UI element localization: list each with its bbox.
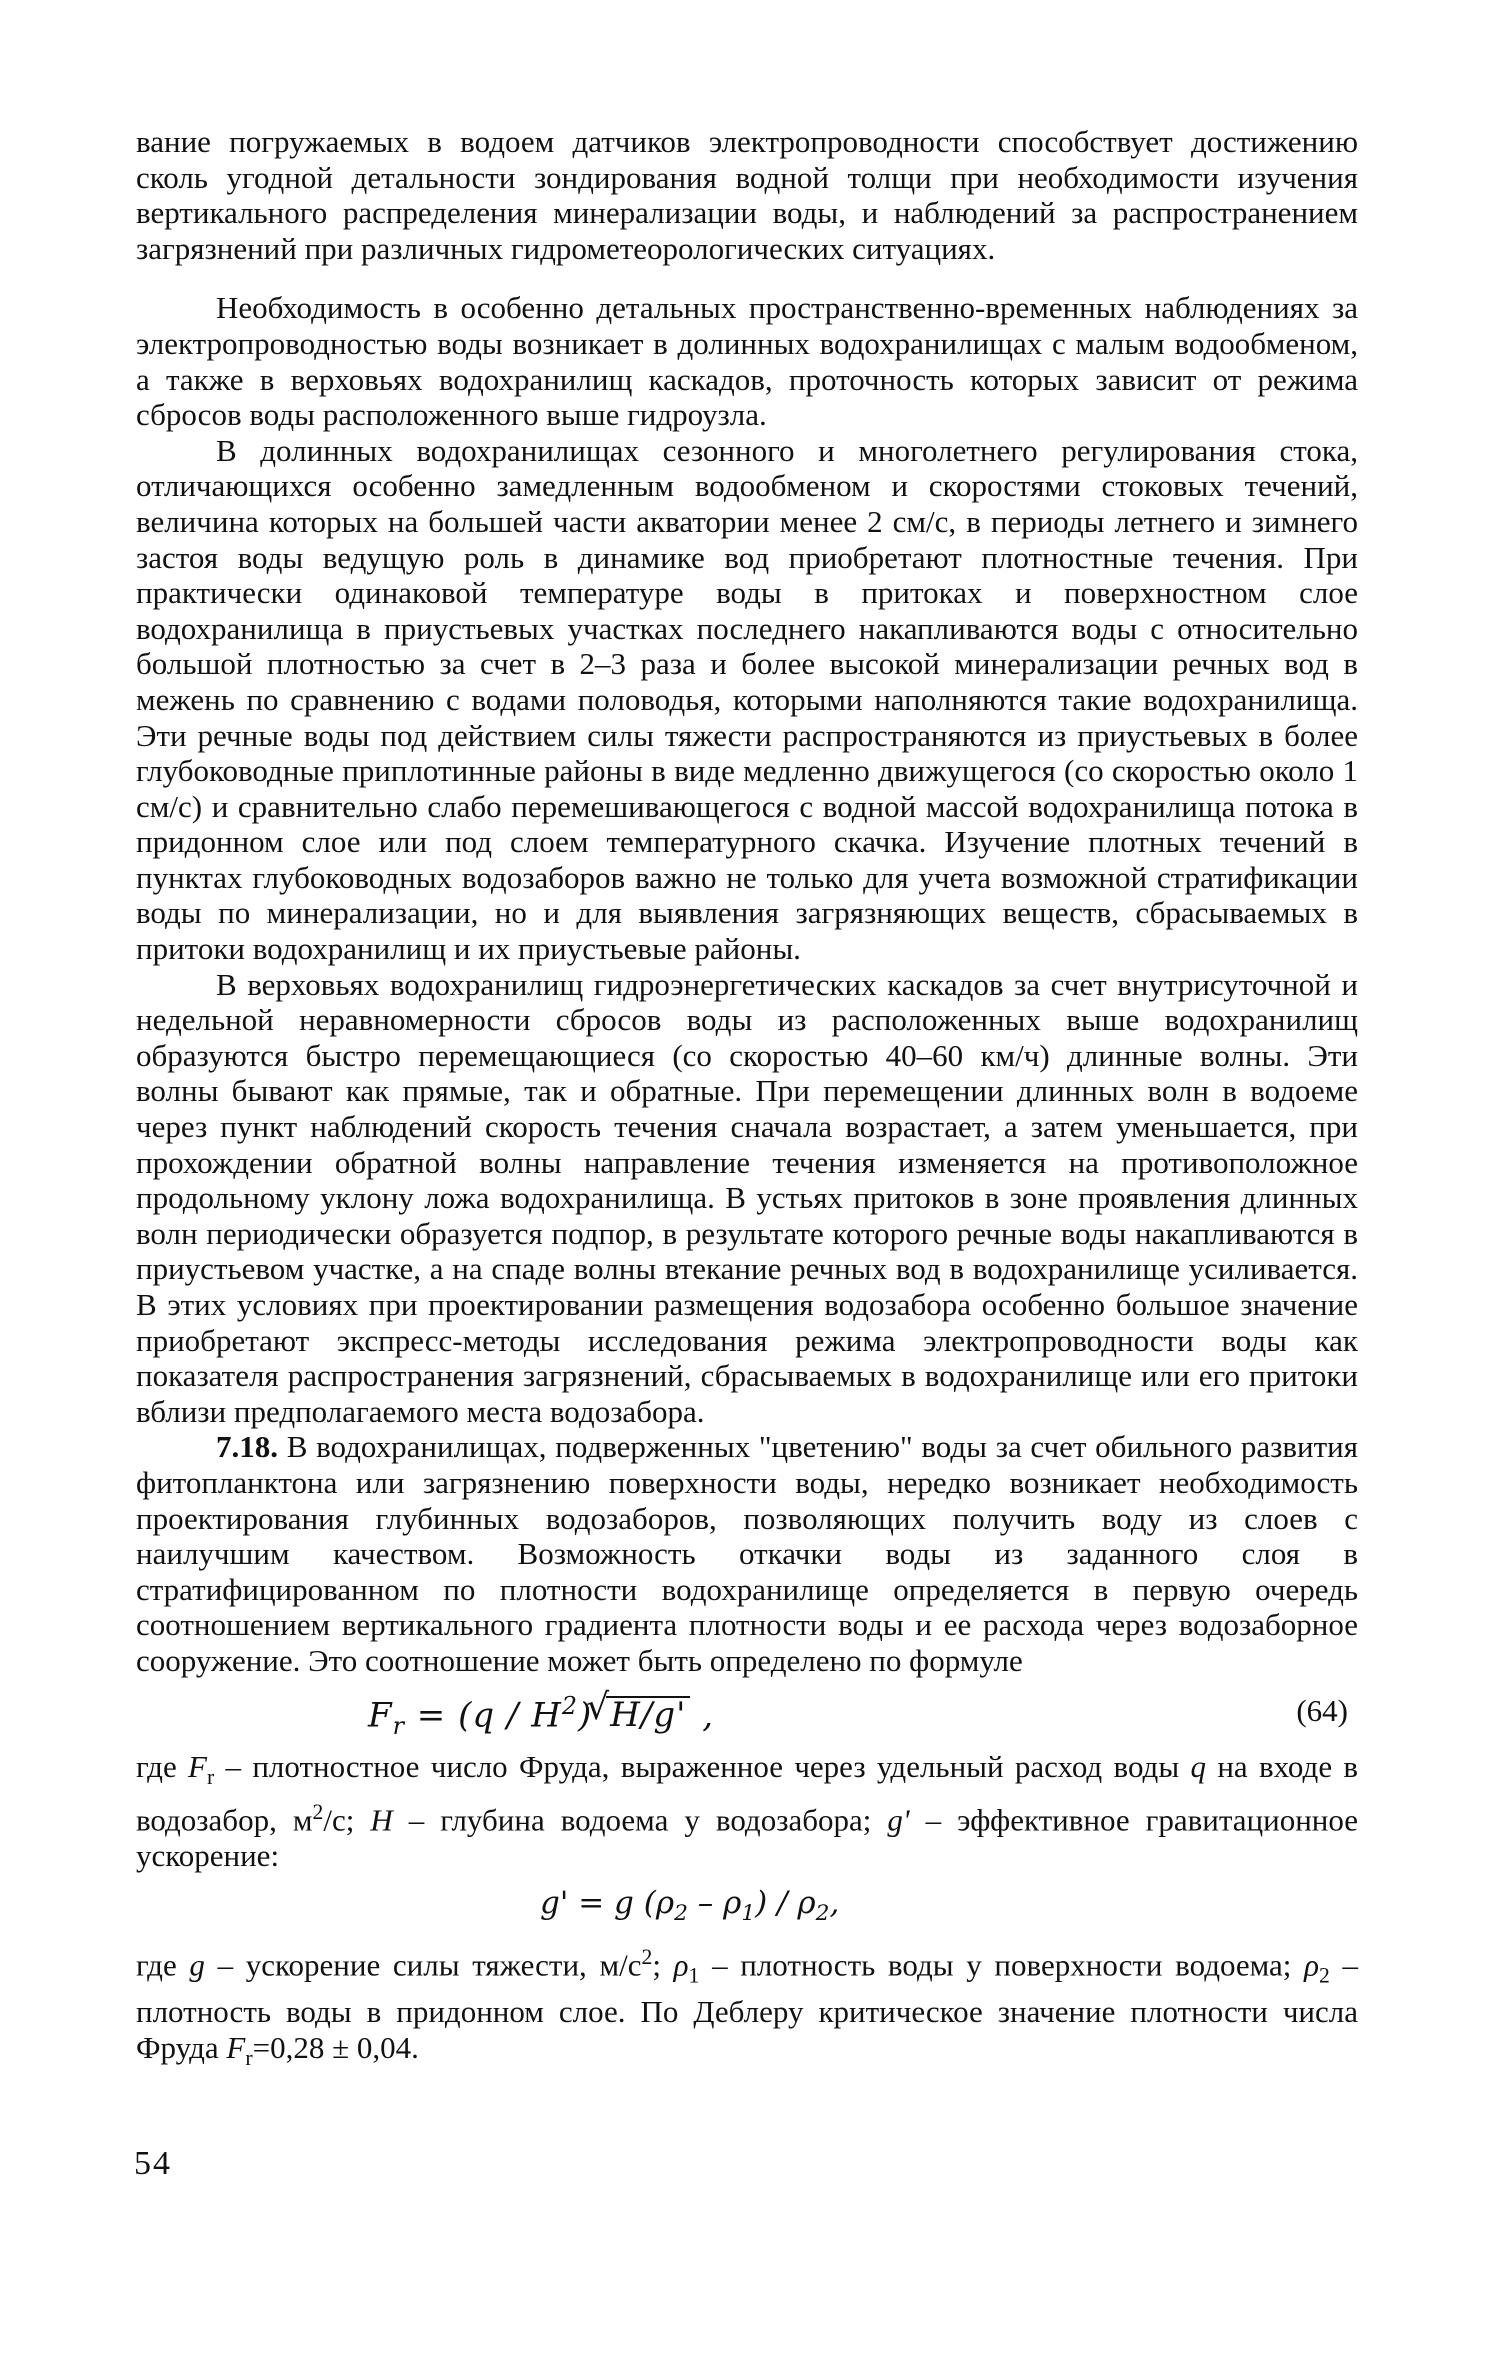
where-text: – плотность воды у поверхности водоема; <box>712 1947 1292 1983</box>
page-number: 54 <box>134 2145 172 2182</box>
symbol-fr: F <box>226 2029 246 2065</box>
formula-superscript: 2 <box>561 1691 578 1720</box>
formula-64-expression <box>368 1689 714 1745</box>
formula-part: = (q / H <box>416 1694 562 1735</box>
superscript: 2 <box>312 1800 324 1825</box>
paragraph-3: В долинных водохранилищах сезонного и многолетнего регулирования стока, отличающихся особенно замедленным водообменом и скоростями стоковых течений, величина которых на большей части акватории менее 2 см/с, в периоды летнего и зимнего застоя воды ведущую роль в динамике вод приобретают плотностные течения. При практически одинаковой температуре воды в притоках и поверхностном слое водохранилища в приустьевых участках последнего накапливаются воды с относительно большой плотностью за счет в 2–3 раза и более высокой минерализации речных вод в межень по сравнению с водами половодья, которыми наполняются такие водохранилища. Эти речные воды под действием силы тяжести распространяются из приустьевых в более глубоководные приплотинные районы в виде медленно движущегося (со скоростью около 1 см/с) и сравнительно слабо перемешивающегося с водной массой водохранилища потока в придонном слое или под слоем температурного скачка. Изучение плотных течений в пунктах глубоководных водозаборов важно не только для учета возможной стратификации воды по минерализации, но и для выявления загрязняющих веществ, сбрасываемых в притоки водохранилищ и их приустьевые районы. <box>136 432 1358 967</box>
symbol-g: g <box>189 1947 205 1983</box>
formula-part: ) <box>577 1694 593 1735</box>
symbol-q: q <box>1190 1748 1206 1784</box>
formula-subscript: 2 <box>674 1901 688 1927</box>
symbol-rho-1: ρ <box>673 1947 689 1983</box>
section-number: 7.18. <box>216 1429 278 1465</box>
sqrt-symbol <box>606 1696 690 1734</box>
where-text: =0,28 ± 0,04. <box>252 2029 419 2065</box>
symbol-fr: F <box>188 1748 207 1784</box>
paragraph-1: вание погружаемых в водоем датчиков электропроводности способствует достижению сколь угодной детальности зондирования водной толщи при необходимости изучения вертикального распределения минерализации воды, и наблюдений за распространением загрязнений при различных гидрометеорологических ситуациях. <box>136 124 1358 266</box>
formula-part: ) / ρ <box>755 1884 816 1921</box>
body-text <box>136 124 1358 2076</box>
symbol-subscript: 2 <box>1318 1963 1330 1988</box>
formula-subscript: r <box>392 1711 405 1740</box>
formula-g-prime-expression <box>540 1886 839 1932</box>
where-word: где <box>136 1947 177 1983</box>
formula-subscript: 2 <box>815 1901 830 1927</box>
where-text: ; <box>652 1947 661 1983</box>
where-text: – эффективное гравитационное ускорение: <box>136 1802 1359 1874</box>
where-block-2 <box>136 1940 1358 2076</box>
formula-comma: , <box>829 1884 840 1921</box>
formula-g-prime <box>136 1880 1358 1940</box>
where-text: на входе в водозабор, м <box>136 1748 1359 1838</box>
formula-part: g' = g (ρ <box>540 1884 675 1921</box>
symbol-subscript: 1 <box>688 1963 700 1988</box>
where-text: – плотность воды в придонном слое. По Деблеру критическое значение плотности числа Фруда <box>136 1947 1359 2065</box>
sqrt-body: H/g' <box>610 1694 687 1735</box>
formula-64 <box>136 1683 1358 1747</box>
symbol-subscript: r <box>206 1764 215 1789</box>
where-text: – плотностное число Фруда, выраженное через удельный расход воды <box>225 1748 1180 1784</box>
symbol-h: H <box>370 1802 393 1838</box>
where-text: /с; <box>323 1802 355 1838</box>
paragraph-2: Необходимость в особенно детальных пространственно-временных наблюдениях за электропроводностью воды возникает в долинных водохранилищах с малым водообменом, а также в верховьях водохранилищ каскадов, проточность которых зависит от режима сбросов воды расположенного выше гидроузла. <box>136 290 1358 433</box>
where-word: где <box>136 1748 177 1784</box>
symbol-g-prime: g' <box>887 1802 910 1838</box>
symbol-rho-2: ρ <box>1304 1947 1319 1983</box>
formula-part: – ρ <box>687 1884 742 1921</box>
paragraph-5-text: В водохранилищах, подверженных "цветению" воды за счет обильного развития фитопланктона или загрязнению поверхности воды, нередко возникает необходимость проектирования глубинных водозаборов, позволяющих получить воду из слоев с наилучшим качеством. Возможность откачки воды из заданного слоя в стратифицированном по плотности водохранилище определяется в первую очередь соотношением вертикального градиента плотности воды и ее расхода через водозаборное сооружение. Это соотношение может быть определено по формуле <box>136 1429 1358 1678</box>
paragraph-5 <box>136 1429 1358 1678</box>
equation-number: (64) <box>1296 1692 1348 1728</box>
where-text: – глубина водоема у водозабора; <box>408 1802 872 1838</box>
formula-comma: , <box>702 1694 715 1735</box>
formula-symbol: F <box>368 1694 393 1735</box>
paragraph-gap <box>136 266 1358 290</box>
where-text: – ускорение силы тяжести, м/с <box>217 1947 642 1983</box>
superscript: 2 <box>641 1944 653 1969</box>
where-block-1 <box>136 1749 1358 1874</box>
paragraph-4: В верховьях водохранилищ гидроэнергетических каскадов за счет внутрисуточной и недельной неравномерности сбросов воды из расположенных выше водохранилищ образуются быстро перемещающиеся (со скоростью 40–60 км/ч) длинные волны. Эти волны бывают как прямые, так и обратные. При перемещении длинных волн в водоеме через пункт наблюдений скорость течения сначала возрастает, а затем уменьшается, при прохождении обратной волны направление течения изменяется на противоположное продольному уклону ложа водохранилища. В устьях притоков в зоне проявления длинных волн периодически образуется подпор, в результате которого речные воды накапливаются в приустьевом участке, а на спаде волны втекание речных вод в водохранилище усиливается. В этих условиях при проектировании размещения водозабора особенно большое значение приобретают экспресс-методы исследования режима электропроводности воды как показателя распространения загрязнений, сбрасываемых в водохранилище или его притоки вблизи предполагаемого места водозабора. <box>136 966 1358 1429</box>
formula-subscript: 1 <box>741 1901 756 1927</box>
symbol-subscript: r <box>245 2045 253 2070</box>
